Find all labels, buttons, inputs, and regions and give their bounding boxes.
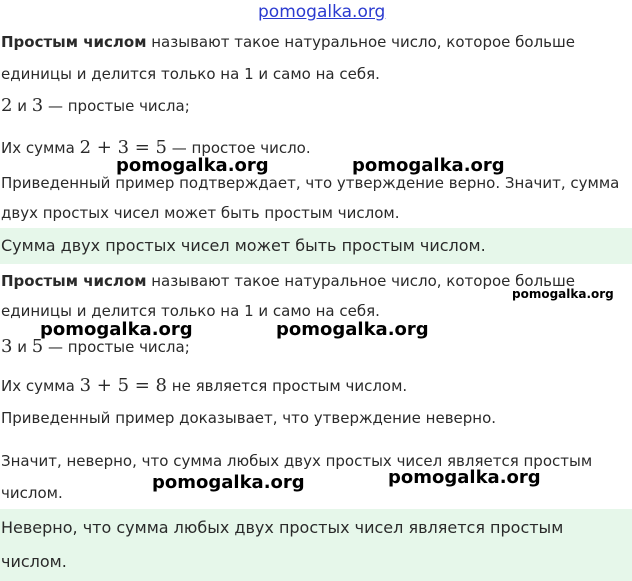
conclusion-line-2: числом. <box>1 552 67 571</box>
watermark: pomogalka.org <box>116 155 269 176</box>
sum-suffix: не является простым числом. <box>167 377 408 395</box>
therefore-line-2: числом. <box>1 484 63 502</box>
definition-term: Простым числом <box>1 272 147 290</box>
primes-statement <box>1 337 190 357</box>
sum-suffix: — простое число. <box>167 139 311 157</box>
conclusion-line-1: Неверно, что сумма любых двух простых чисел является простым <box>1 518 564 537</box>
conclusion-band <box>0 228 632 264</box>
watermark: pomogalka.org <box>276 319 429 340</box>
definition-line-2: единицы и делится только на 1 и само на себя. <box>1 302 380 320</box>
primes-text: — простые числа; <box>43 338 190 356</box>
definition-term: Простым числом <box>1 33 147 51</box>
sum-expression: 3 + 5 = 8 <box>79 375 168 396</box>
definition-line-2: единицы и делится только на 1 и само на себя. <box>1 65 380 83</box>
definition-text: называют такое натуральное число, которое больше <box>146 272 575 290</box>
conjunction: и <box>12 338 32 356</box>
sum-statement <box>1 376 407 396</box>
prime-number-b: 3 <box>31 95 44 116</box>
conjunction: и <box>12 97 32 115</box>
primes-statement <box>1 96 190 116</box>
watermark: pomogalka.org <box>352 155 505 176</box>
prime-number-a: 3 <box>1 336 13 357</box>
sum-prefix: Их сумма <box>1 377 80 395</box>
watermark: pomogalka.org <box>512 287 614 301</box>
definition-line-1 <box>1 271 575 291</box>
definition-text: называют такое натуральное число, которое больше <box>146 33 575 51</box>
sum-expression: 2 + 3 = 5 <box>79 137 168 158</box>
example-line: Приведенный пример доказывает, что утверждение неверно. <box>1 409 497 427</box>
prime-number-a: 2 <box>1 95 13 116</box>
watermark: pomogalka.org <box>40 319 193 340</box>
therefore-line-1: Значит, неверно, что сумма любых двух простых чисел является простым <box>1 452 593 470</box>
example-line-2: двух простых чисел может быть простым числом. <box>1 204 400 222</box>
watermark-top-link[interactable]: pomogalka.org <box>258 2 386 22</box>
prime-number-b: 5 <box>31 336 44 357</box>
example-line-1: Приведенный пример подтверждает, что утверждение верно. Значит, сумма <box>1 174 620 192</box>
conclusion-text: Сумма двух простых чисел может быть простым числом. <box>1 236 486 255</box>
watermark: pomogalka.org <box>152 472 305 493</box>
primes-text: — простые числа; <box>43 97 190 115</box>
definition-line-1 <box>1 32 575 52</box>
conclusion-band <box>0 509 632 581</box>
sum-prefix: Их сумма <box>1 139 80 157</box>
watermark: pomogalka.org <box>388 467 541 488</box>
